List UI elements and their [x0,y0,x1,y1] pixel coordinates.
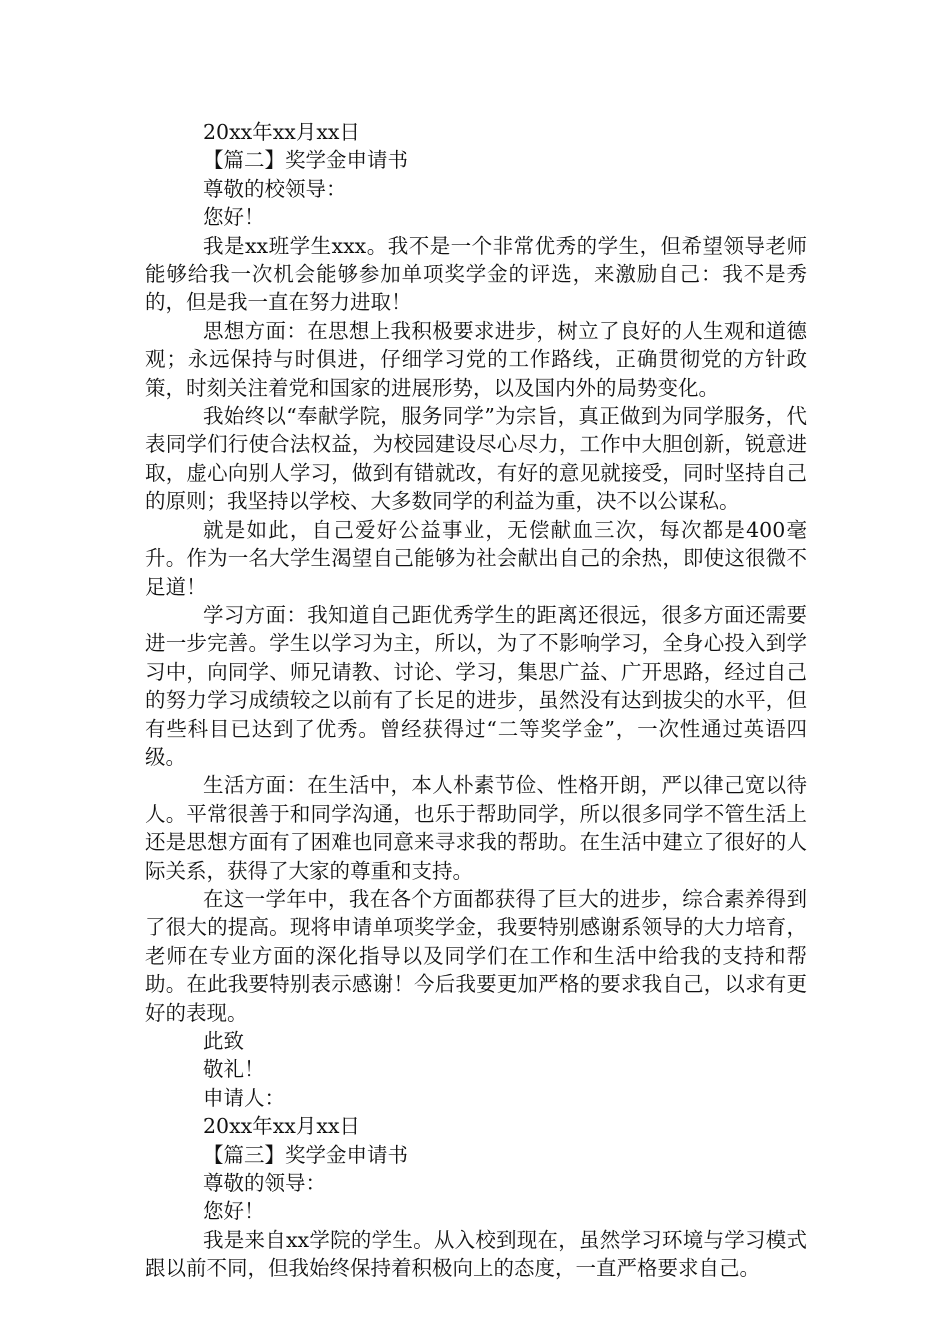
closing-regards: 敬礼！ [203,1057,265,1082]
greeting: 您好！ [203,1199,265,1224]
body-paragraph: 生活方面：在生活中，本人朴素节俭、性格开朗，严以律己宽以待人。平常很善于和同学沟通，也乐于帮助同学，所以很多同学不管生活上还是思想方面有了困难也同意来寻求我的帮助。在生活中建立了很好的人际关系，获得了大家的尊重和支持。 [145,773,807,883]
body-paragraph: 就是如此，自己爱好公益事业，无偿献血三次，每次都是400毫升。作为一名大学生渴望自己能够为社会献出自己的余热，即使这很微不足道！ [145,517,807,599]
body-paragraph: 我始终以“奉献学院，服务同学”为宗旨，真正做到为同学服务，代表同学们行使合法权益，为校园建设尽心尽力，工作中大胆创新，锐意进取，虚心向别人学习，做到有错就改，有好的意见就接受，同时坚持自己的原则；我坚持以学校、大多数同学的利益为重，决不以公谋私。 [145,404,807,514]
date-line: 20xx年xx月xx日 [203,120,360,144]
applicant-label: 申请人： [203,1085,285,1110]
section-heading-2: 【篇二】奖学金申请书 [203,148,408,173]
section-heading-3: 【篇三】奖学金申请书 [203,1142,408,1167]
body-paragraph: 思想方面：在思想上我积极要求进步，树立了良好的人生观和道德观；永远保持与时俱进，仔细学习党的工作路线，正确贯彻党的方针政策，时刻关注着党和国家的进展形势，以及国内外的局势变化。 [145,318,807,400]
salutation: 尊敬的领导： [203,1171,326,1196]
document-body [145,118,807,1283]
body-paragraph: 我是来自xx学院的学生。从入校到现在，虽然学习环境与学习模式跟以前不同，但我始终保持着积极向上的态度，一直严格要求自己。 [145,1227,807,1281]
body-paragraph: 在这一学年中，我在各个方面都获得了巨大的进步，综合素养得到了很大的提高。现将申请单项奖学金，我要特别感谢系领导的大力培育，老师在专业方面的深化指导以及同学们在工作和生活中给我的支持和帮助。在此我要特别表示感谢！今后我要更加严格的要求我自己，以求有更好的表现。 [145,886,807,1025]
body-paragraph: 我是xx班学生xxx。我不是一个非常优秀的学生，但希望领导老师能够给我一次机会能够参加单项奖学金的评选，来激励自己：我不是秀的，但是我一直在努力进取！ [145,233,807,315]
closing-line: 此致 [203,1029,244,1053]
salutation: 尊敬的校领导： [203,176,347,201]
date-line: 20xx年xx月xx日 [203,1114,360,1139]
greeting: 您好！ [203,205,265,230]
body-paragraph: 学习方面：我知道自己距优秀学生的距离还很远，很多方面还需要进一步完善。学生以学习为主，所以，为了不影响学习，全身心投入到学习中，向同学、师兄请教、讨论、学习，集思广益、广开思路，经过自己的努力学习成绩较之以前有了长足的进步，虽然没有达到拔尖的水平，但有些科目已达到了优秀。曾经获得过“二等奖学金”，一次性通过英语四级。 [145,602,807,769]
